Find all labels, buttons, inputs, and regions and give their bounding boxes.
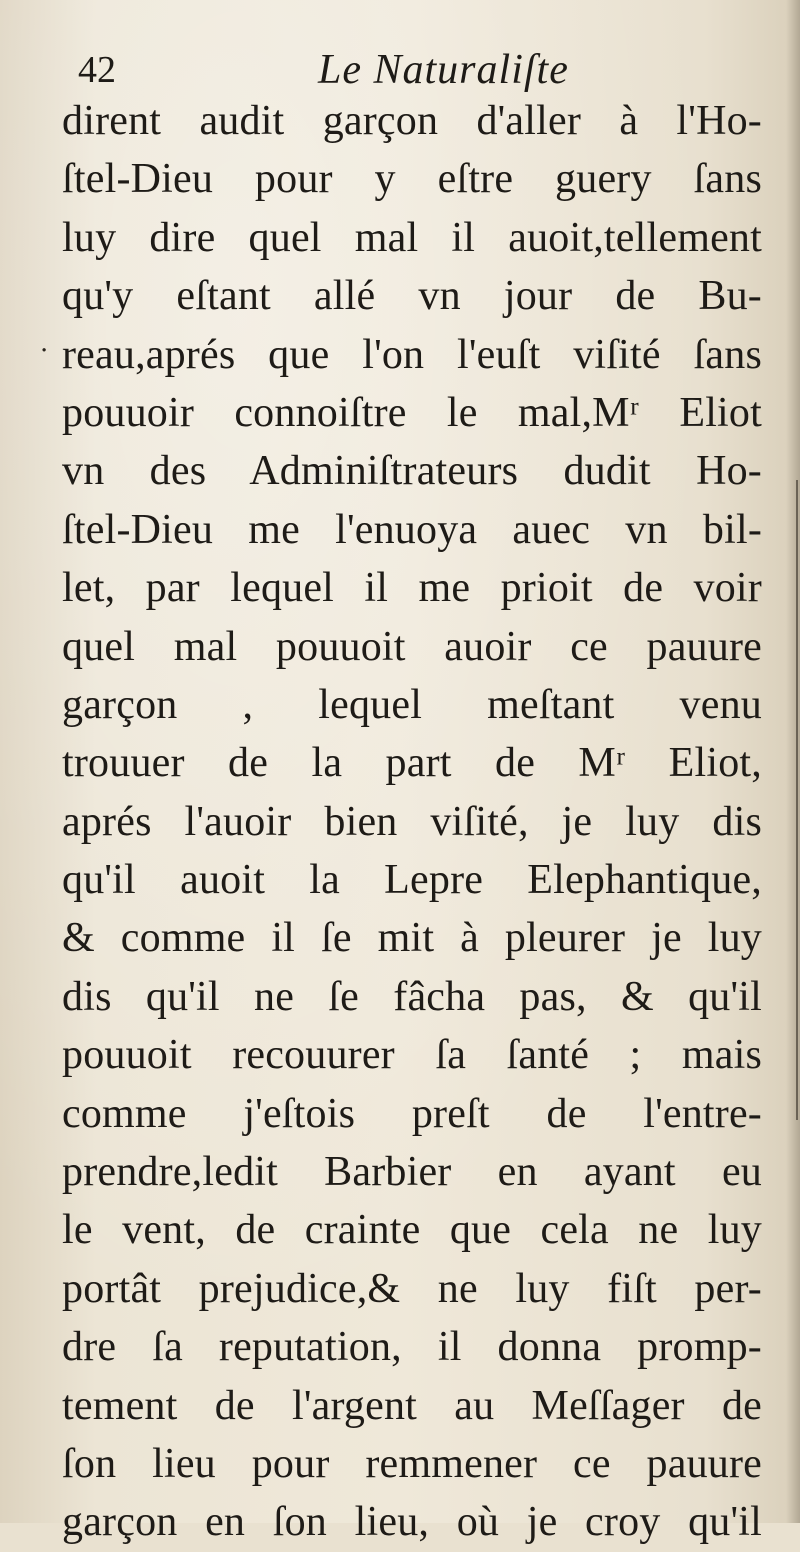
text-line: let, par lequel il me prioit de voir [62,565,762,612]
text-line: ſon lieu pour remmener ce pauure [62,1440,762,1487]
text-line: garçon en ſon lieu, où je croy qu'il [62,1499,762,1546]
text-line: trouuer de la part de Mʳ Eliot, [62,740,762,787]
text-line: qu'y eſtant allé vn jour de Bu- [62,273,762,320]
text-line: ſtel-Dieu pour y eſtre guery ſans [62,156,762,203]
text-line: dis qu'il ne ſe fâcha pas, & qu'il [62,973,762,1020]
page-edge-line [796,480,798,1120]
text-line: vn des Adminiſtrateurs dudit Ho- [62,448,762,495]
text-line: le vent, de crainte que cela ne luy [62,1207,762,1254]
text-line: comme j'eſtois preſt de l'entre- [62,1090,762,1137]
text-line: pouuoit recouurer ſa ſanté ; mais [62,1032,762,1079]
text-line: ſtel-Dieu me l'enuoya auec vn bil- [62,506,762,553]
text-line: pouuoir connoiſtre le mal,Mʳ Eliot [62,389,762,436]
text-line: luy dire quel mal il auoit,tellement [62,214,762,261]
page-header [78,40,758,100]
text-line: qu'il auoit la Lepre Elephantique, [62,857,762,904]
text-line: reau,aprés que l'on l'euſt viſité ſans [62,331,762,378]
text-line: dirent audit garçon d'aller à l'Ho- [62,98,762,144]
text-line: portât prejudice,& ne luy fiſt per- [62,1265,762,1312]
margin-dot: · [40,336,49,366]
running-head: Le Naturaliſte [318,47,569,93]
text-line: & comme il ſe mit à pleurer je luy [62,915,762,962]
text-line: dre ſa reputation, il donna promp- [62,1324,762,1371]
text-line: prendre,ledit Barbier en ayant eu [62,1149,762,1196]
body-text [62,92,762,1552]
text-line: aprés l'auoir bien viſité, je luy dis [62,798,762,845]
text-line: tement de l'argent au Meſſager de [62,1382,762,1429]
text-line: garçon , lequel meſtant venu [62,681,762,728]
page-number: 42 [78,49,116,91]
text-line: quel mal pouuoit auoir ce pauure [62,623,762,670]
